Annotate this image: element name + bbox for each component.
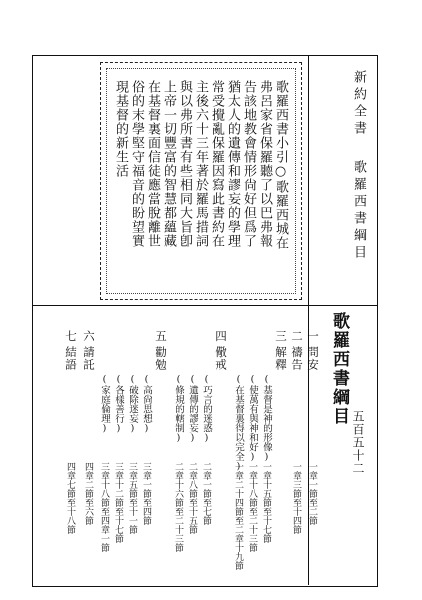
outline-item-sub: (遺傳的謬妄) [187, 374, 198, 444]
outline-item-label: 勸勉 [154, 346, 168, 371]
outline-item-sub: (巧言的迷惑) [201, 374, 212, 444]
outline-item-label: 結語 [64, 346, 78, 371]
outline-item-ref: 一章一節至二節 [307, 462, 317, 525]
outline-item-sub: (使萬有與神和好) [247, 374, 258, 463]
intro-column: 告該地教會情形尙好但爲了 [241, 80, 256, 248]
intro-column: 猶太人的遺傳和謬妄的學理 [225, 80, 240, 248]
outline-item-sub: (家庭倫理) [99, 374, 110, 434]
outline-item-label: 禱告 [290, 346, 304, 371]
outline-item-label: 儆戒 [214, 346, 228, 371]
outline-item-ref: 一章二十四節至二章十九節 [233, 462, 243, 570]
outline-item-num: 六 [82, 330, 96, 343]
outline-item-sub: (高尙思想) [141, 374, 152, 434]
outline-item-ref: 三章五節至十一節 [127, 462, 137, 534]
intro-column: 歌羅西書小引○歌羅西城在 [273, 80, 288, 250]
running-header-book: 新約全書 [351, 70, 366, 138]
intro-column: 常受攪亂保羅因寫此書約在 [209, 80, 224, 248]
outline-item-sub: (在基督裏得以完全) [233, 374, 244, 472]
outline-item-ref: 三章十八節至四章一節 [99, 462, 109, 552]
intro-column: 與以弗所書有些相同大旨卽 [177, 80, 192, 248]
outline-item-ref: 一章十五節至十七節 [261, 462, 271, 543]
outline-item-sub: (條規的轄制) [173, 374, 184, 444]
outline-item-ref: 二章十六節至二十三節 [173, 462, 183, 552]
outline-item-ref: 四章二節至六節 [83, 462, 93, 525]
intro-column: 弗呂家省保羅聽了以巴弗報 [257, 80, 272, 248]
outline-item-sub: (各樣善行) [113, 374, 124, 434]
intro-column: 在基督裏面信徒應當脫離世 [145, 80, 160, 248]
outline-item-ref: 四章七節至十八節 [65, 462, 75, 534]
intro-column: 俗的末學堅守福音的盼望實 [129, 80, 144, 248]
outline-item-ref: 一章三節至十四節 [291, 462, 301, 534]
outline-item-sub: (破除迷妄) [127, 374, 138, 434]
outline-item-ref: 二章八節至十五節 [187, 462, 197, 534]
outline-item-num: 五 [154, 330, 168, 343]
outline-item-label: 請託 [82, 346, 96, 371]
outline-item-label: 解釋 [274, 346, 288, 371]
outline-item-num: 一 [306, 330, 320, 343]
outline-item-num: 二 [290, 330, 304, 343]
running-header-section: 歌羅西書綱目 [351, 160, 366, 262]
outline-title: 歌羅西書綱目 [329, 312, 349, 426]
intro-column: 現基督的新生活 [113, 80, 128, 178]
intro-column: 主後六十三年著於羅馬措詞 [193, 80, 208, 248]
outline-item-ref: 二章一節至七節 [201, 462, 211, 525]
outline-item-num: 三 [274, 330, 288, 343]
page-number: 五百五十二 [351, 410, 365, 475]
outline-item-num: 七 [64, 330, 78, 343]
outline-item-ref: 三章十二節至十七節 [113, 462, 123, 543]
outline-item-label: 問安 [306, 346, 320, 371]
outline-item-ref: 一章十八節至二十三節 [247, 462, 257, 552]
outline-item-ref: 三章一節至四節 [141, 462, 151, 525]
outline-item-sub: (基督是神的形像) [261, 374, 272, 463]
outline-item-num: 四 [214, 330, 228, 343]
intro-column: 上帝一切豐富的智慧都蘊藏 [161, 80, 176, 248]
horizontal-divider [32, 305, 377, 306]
